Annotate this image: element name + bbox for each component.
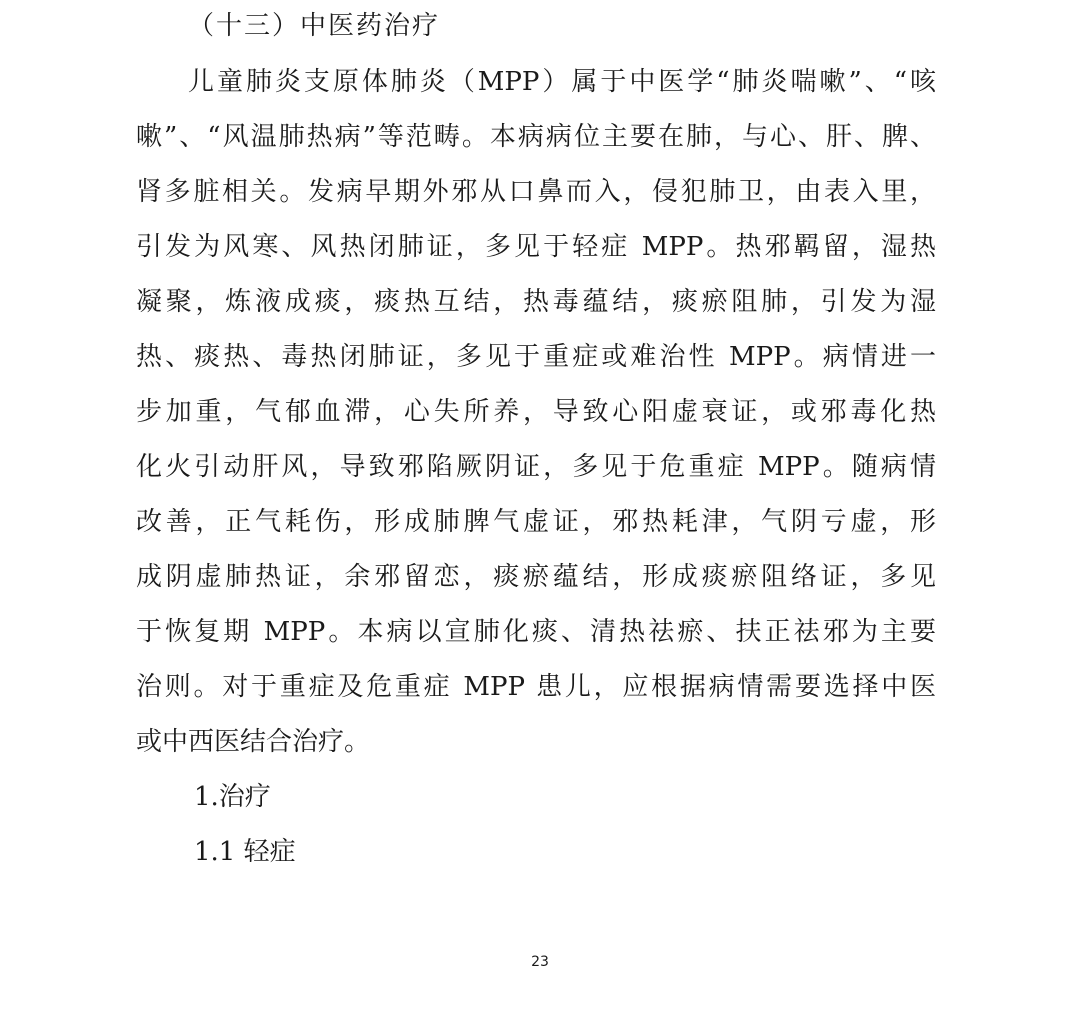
paragraph-line: 嗽”、“风温肺热病”等范畴。本病病位主要在肺，与心、肝、脾、 <box>136 122 936 152</box>
section-heading: （十三）中医药治疗 <box>188 11 441 41</box>
paragraph-line: 改善，正气耗伤，形成肺脾气虚证，邪热耗津，气阴亏虚，形 <box>136 507 936 537</box>
subheading-mild-case: 1.1 轻症 <box>194 837 296 867</box>
paragraph-line: 凝聚，炼液成痰，痰热互结，热毒蕴结，痰瘀阻肺，引发为湿 <box>136 287 936 317</box>
paragraph-line: 引发为风寒、风热闭肺证，多见于轻症 MPP。热邪羁留，湿热 <box>136 232 936 262</box>
page-number: 23 <box>531 954 549 970</box>
paragraph-line: 治则。对于重症及危重症 MPP 患儿，应根据病情需要选择中医 <box>136 672 936 702</box>
subheading-treatment: 1.治疗 <box>194 782 271 812</box>
paragraph-line: 步加重，气郁血滞，心失所养，导致心阳虚衰证，或邪毒化热 <box>136 397 936 427</box>
paragraph-line: 化火引动肝风，导致邪陷厥阴证，多见于危重症 MPP。随病情 <box>136 452 936 482</box>
paragraph-line: 儿童肺炎支原体肺炎（MPP）属于中医学“肺炎喘嗽”、“咳 <box>188 67 936 97</box>
paragraph-line: 或中西医结合治疗。 <box>136 727 371 757</box>
paragraph-line: 肾多脏相关。发病早期外邪从口鼻而入，侵犯肺卫，由表入里， <box>136 177 936 207</box>
paragraph-line: 热、痰热、毒热闭肺证，多见于重症或难治性 MPP。病情进一 <box>136 342 936 372</box>
paragraph-line: 于恢复期 MPP。本病以宣肺化痰、清热祛瘀、扶正祛邪为主要 <box>136 617 936 647</box>
paragraph-line: 成阴虚肺热证，余邪留恋，痰瘀蕴结，形成痰瘀阻络证，多见 <box>136 562 936 592</box>
